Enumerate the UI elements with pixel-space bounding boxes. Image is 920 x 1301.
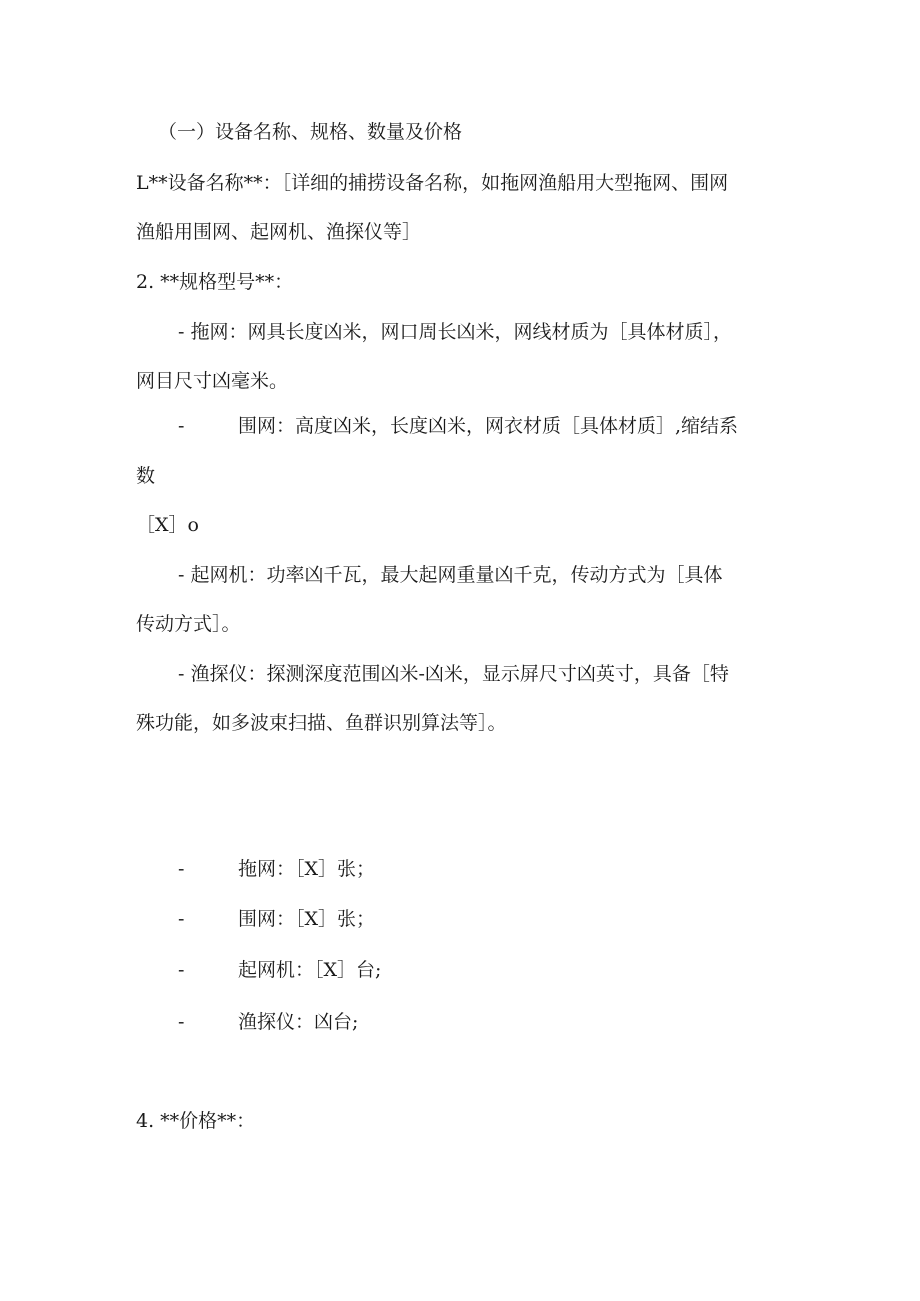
spec-sonar-line1: - 渔探仪：探测深度范围凶米-凶米，显示屏尺寸凶英寸，具备［特: [178, 663, 729, 685]
section-heading: （一）设备名称、规格、数量及价格: [158, 121, 463, 143]
qty-sonar: 渔探仪：凶台;: [238, 1011, 359, 1033]
spec-hauler-line1: - 起网机：功率凶千瓦，最大起网重量凶千克，传动方式为［具体: [178, 564, 723, 586]
spec-purse-line1: 围网：高度凶米，长度凶米，网衣材质［具体材质］,缩结系: [238, 415, 739, 437]
qty-trawl: 拖网：［X］张；: [238, 858, 376, 880]
qty-hauler: 起网机：［X］台;: [238, 959, 382, 981]
spec-hauler-line2: 传动方式］。: [136, 613, 241, 635]
item4-price-heading: 4. **价格**：: [136, 1110, 256, 1132]
qty-hauler-dash: -: [178, 959, 185, 981]
qty-purse: 围网：［X］张；: [238, 908, 376, 930]
spec-trawl-line1: - 拖网：网具长度凶米，网口周长凶米，网线材质为［具体材质］，: [178, 321, 732, 343]
qty-trawl-dash: -: [178, 858, 185, 880]
spec-purse-line2: 数: [136, 465, 156, 487]
qty-purse-dash: -: [178, 908, 185, 930]
spec-trawl-line2: 网目尺寸凶毫米。: [136, 370, 289, 392]
spec-purse-line3: ［X］o: [136, 514, 199, 536]
qty-sonar-dash: -: [178, 1011, 185, 1033]
spec-sonar-line2: 殊功能，如多波束扫描、鱼群识别算法等］。: [136, 712, 507, 734]
item2-spec-heading: 2. **规格型号**：: [136, 271, 294, 293]
item1-equipment-name-line1: L**设备名称**：［详细的捕捞设备名称，如拖网渔船用大型拖网、围网: [136, 172, 729, 194]
spec-purse-dash: -: [178, 415, 185, 437]
item1-equipment-name-line2: 渔船用围网、起网机、渔探仪等］: [136, 221, 422, 243]
